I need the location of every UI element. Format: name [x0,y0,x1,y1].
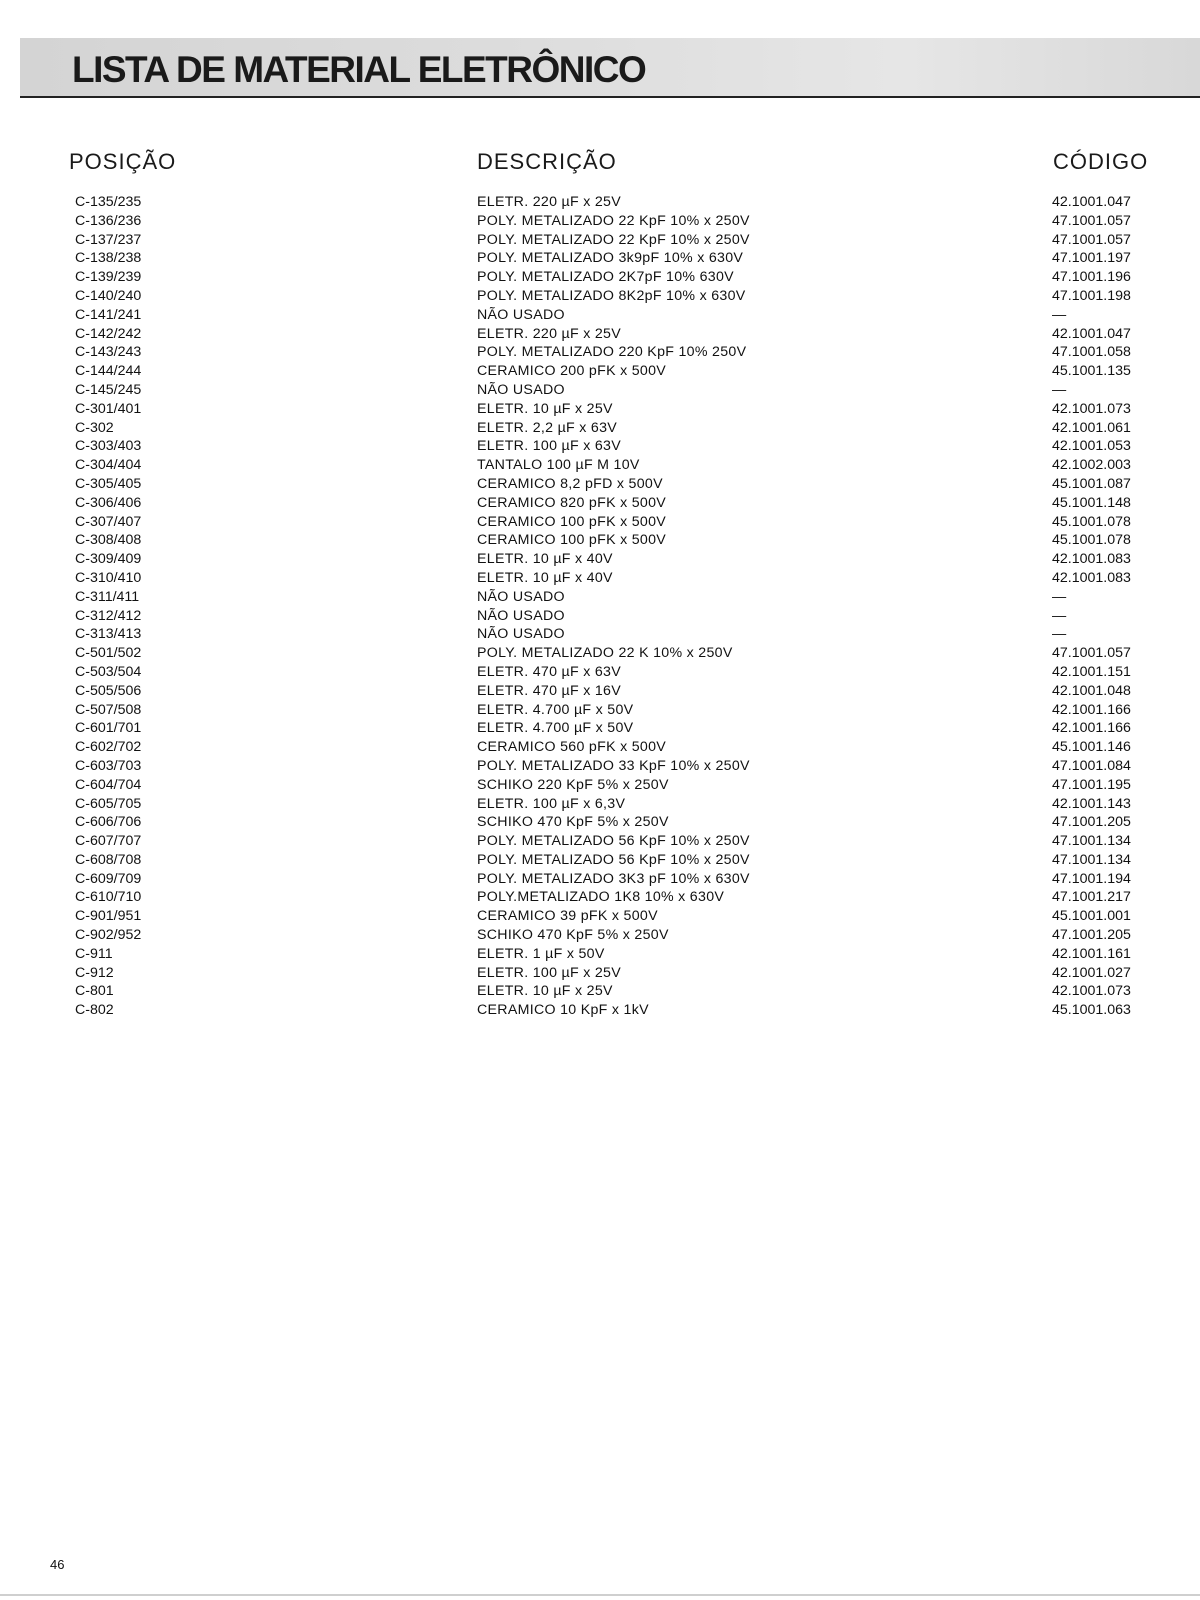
code-cell: 42.1001.073 [1052,983,1131,1000]
table-row [0,569,1200,588]
position-cell: C-143/243 [75,344,142,361]
table-row [0,381,1200,400]
position-cell: C-142/242 [75,325,142,342]
description-cell: POLY. METALIZADO 2K7pF 10% 630V [477,269,734,286]
description-cell: ELETR. 4.700 µF x 50V [477,720,634,737]
code-cell: 45.1001.148 [1052,494,1131,511]
code-cell: 42.1001.083 [1052,551,1131,568]
description-cell: NÃO USADO [477,588,565,605]
position-cell: C-313/413 [75,626,142,643]
code-cell: 42.1001.083 [1052,569,1131,586]
position-cell: C-303/403 [75,438,142,455]
table-row [0,419,1200,438]
position-cell: C-309/409 [75,551,142,568]
position-cell: C-302 [75,419,114,436]
description-cell: NÃO USADO [477,626,565,643]
description-cell: POLY. METALIZADO 22 K 10% x 250V [477,645,733,662]
position-cell: C-801 [75,983,114,1000]
table-row [0,325,1200,344]
code-cell: 42.1001.143 [1052,795,1131,812]
table-row [0,888,1200,907]
position-cell: C-606/706 [75,814,142,831]
description-cell: SCHIKO 220 KpF 5% x 250V [477,776,669,793]
description-cell: CERAMICO 100 pFK x 500V [477,532,667,549]
description-cell: POLY. METALIZADO 22 KpF 10% x 250V [477,231,750,248]
position-cell: C-605/705 [75,795,142,812]
description-cell: ELETR. 220 µF x 25V [477,194,621,210]
code-cell: 45.1001.135 [1052,363,1131,380]
code-cell: 47.1001.205 [1052,814,1131,831]
code-cell: — [1052,626,1067,643]
table-row [0,588,1200,607]
position-cell: C-137/237 [75,231,142,248]
code-cell: 42.1002.003 [1052,457,1131,474]
description-cell: CERAMICO 39 pFK x 500V [477,908,658,925]
table-row [0,945,1200,964]
position-cell: C-304/404 [75,457,142,474]
description-cell: SCHIKO 470 KpF 5% x 250V [477,814,669,831]
position-cell: C-145/245 [75,381,142,398]
table-row [0,550,1200,569]
description-cell: ELETR. 220 µF x 25V [477,325,621,342]
position-cell: C-141/241 [75,306,142,323]
description-cell: CERAMICO 8,2 pFD x 500V [477,475,663,492]
table-row [0,212,1200,231]
code-cell: 47.1001.057 [1052,231,1131,248]
code-cell: — [1052,381,1067,398]
description-cell: ELETR. 470 µF x 63V [477,663,621,680]
code-cell: 47.1001.134 [1052,851,1131,868]
position-cell: C-312/412 [75,607,142,624]
position-cell: C-602/702 [75,739,142,756]
position-cell: C-144/244 [75,363,142,380]
column-header-code: CÓDIGO [1053,149,1149,174]
position-cell: C-505/506 [75,682,142,699]
description-cell: POLY. METALIZADO 56 KpF 10% x 250V [477,851,750,868]
description-cell: CERAMICO 820 pFK x 500V [477,494,667,511]
description-cell: CERAMICO 560 pFK x 500V [477,739,667,756]
table-row [0,343,1200,362]
table-row [0,287,1200,306]
table-row [0,926,1200,945]
description-cell: ELETR. 10 µF x 40V [477,569,613,586]
description-cell: ELETR. 4.700 µF x 50V [477,701,634,718]
code-cell: — [1052,607,1067,624]
table-row [0,851,1200,870]
code-cell: 45.1001.063 [1052,1002,1131,1019]
position-cell: C-140/240 [75,287,142,304]
position-cell: C-603/703 [75,757,142,774]
table-row [0,437,1200,456]
table-row [0,813,1200,832]
position-cell: C-610/710 [75,889,142,906]
position-cell: C-136/236 [75,212,142,229]
table-row [0,757,1200,776]
table-row [0,362,1200,381]
code-cell: — [1052,306,1067,323]
table-row [0,456,1200,475]
code-cell: 42.1001.048 [1052,682,1131,699]
position-cell: C-912 [75,964,114,981]
parts-list [0,193,1200,1020]
code-cell: 47.1001.194 [1052,870,1131,887]
description-cell: ELETR. 10 µF x 25V [477,983,613,1000]
position-cell: C-301/401 [75,400,142,417]
code-cell: 47.1001.134 [1052,833,1131,850]
position-cell: C-310/410 [75,569,142,586]
table-row [0,1001,1200,1020]
code-cell: 42.1001.053 [1052,438,1131,455]
code-cell: 45.1001.087 [1052,475,1131,492]
position-cell: C-601/701 [75,720,142,737]
table-row [0,625,1200,644]
description-cell: POLY. METALIZADO 33 KpF 10% x 250V [477,757,750,774]
description-cell: POLY. METALIZADO 56 KpF 10% x 250V [477,833,750,850]
description-cell: POLY. METALIZADO 220 KpF 10% 250V [477,344,747,361]
table-row [0,738,1200,757]
description-cell: ELETR. 470 µF x 16V [477,682,621,699]
code-cell: 42.1001.047 [1052,194,1131,210]
table-row [0,907,1200,926]
code-cell: 47.1001.205 [1052,927,1131,944]
position-cell: C-307/407 [75,513,142,530]
description-cell: ELETR. 100 µF x 6,3V [477,795,626,812]
position-cell: C-901/951 [75,908,142,925]
description-cell: TANTALO 100 µF M 10V [477,457,640,474]
column-header-description: DESCRIÇÃO [477,149,617,174]
table-row [0,832,1200,851]
code-cell: 47.1001.217 [1052,889,1131,906]
table-row [0,400,1200,419]
position-cell: C-902/952 [75,927,142,944]
description-cell: ELETR. 100 µF x 63V [477,438,621,455]
code-cell: 47.1001.084 [1052,757,1131,774]
page-number: 46 [50,1557,65,1572]
table-row [0,475,1200,494]
table-row [0,663,1200,682]
position-cell: C-604/704 [75,776,142,793]
code-cell: 42.1001.061 [1052,419,1131,436]
code-cell: 42.1001.166 [1052,720,1131,737]
description-cell: SCHIKO 470 KpF 5% x 250V [477,927,669,944]
code-cell: 45.1001.001 [1052,908,1131,925]
position-cell: C-503/504 [75,663,142,680]
position-cell: C-306/406 [75,494,142,511]
description-cell: NÃO USADO [477,381,565,398]
code-cell: 47.1001.058 [1052,344,1131,361]
position-cell: C-802 [75,1002,114,1019]
table-row [0,964,1200,983]
code-cell: 42.1001.166 [1052,701,1131,718]
table-row [0,607,1200,626]
title-underline [20,96,1200,98]
description-cell: ELETR. 100 µF x 25V [477,964,621,981]
table-row [0,494,1200,513]
description-cell: CERAMICO 100 pFK x 500V [477,513,667,530]
description-cell: POLY. METALIZADO 3k9pF 10% x 630V [477,250,744,267]
position-cell: C-507/508 [75,701,142,718]
table-row [0,231,1200,250]
table-row [0,249,1200,268]
position-cell: C-911 [75,945,113,962]
code-cell: 45.1001.146 [1052,739,1131,756]
position-cell: C-311/411 [75,588,140,605]
code-cell: 47.1001.197 [1052,250,1131,267]
table-row [0,870,1200,889]
position-cell: C-135/235 [75,194,142,210]
position-cell: C-609/709 [75,870,142,887]
description-cell: ELETR. 10 µF x 25V [477,400,613,417]
position-cell: C-607/707 [75,833,142,850]
description-cell: CERAMICO 200 pFK x 500V [477,363,667,380]
table-row [0,982,1200,1001]
code-cell: 42.1001.151 [1052,663,1131,680]
table-row [0,531,1200,550]
code-cell: 47.1001.057 [1052,645,1131,662]
page-bottom-edge [0,1594,1200,1596]
position-cell: C-608/708 [75,851,142,868]
code-cell: 47.1001.195 [1052,776,1131,793]
table-row [0,795,1200,814]
description-cell: NÃO USADO [477,607,565,624]
table-row [0,719,1200,738]
table-row [0,644,1200,663]
code-cell: 42.1001.161 [1052,945,1131,962]
table-row [0,193,1200,212]
table-row [0,682,1200,701]
code-cell: 42.1001.027 [1052,964,1131,981]
column-header-position: POSIÇÃO [69,149,177,174]
code-cell: 45.1001.078 [1052,513,1131,530]
table-row [0,306,1200,325]
position-cell: C-138/238 [75,250,142,267]
description-cell: POLY. METALIZADO 8K2pF 10% x 630V [477,287,746,304]
table-row [0,513,1200,532]
table-row [0,776,1200,795]
code-cell: 42.1001.047 [1052,325,1131,342]
position-cell: C-308/408 [75,532,142,549]
table-row [0,701,1200,720]
page-title: LISTA DE MATERIAL ELETRÔNICO [72,49,646,90]
position-cell: C-139/239 [75,269,142,286]
code-cell: 45.1001.078 [1052,532,1131,549]
description-cell: POLY. METALIZADO 22 KpF 10% x 250V [477,212,750,229]
table-row [0,268,1200,287]
position-cell: C-305/405 [75,475,142,492]
description-cell: CERAMICO 10 KpF x 1kV [477,1002,649,1019]
code-cell: 42.1001.073 [1052,400,1131,417]
description-cell: NÃO USADO [477,306,565,323]
position-cell: C-501/502 [75,645,142,662]
description-cell: ELETR. 1 µF x 50V [477,945,605,962]
description-cell: POLY. METALIZADO 3K3 pF 10% x 630V [477,870,750,887]
code-cell: 47.1001.198 [1052,287,1131,304]
description-cell: ELETR. 2,2 µF x 63V [477,419,618,436]
code-cell: 47.1001.196 [1052,269,1131,286]
code-cell: 47.1001.057 [1052,212,1131,229]
description-cell: POLY.METALIZADO 1K8 10% x 630V [477,889,725,906]
code-cell: — [1052,588,1067,605]
description-cell: ELETR. 10 µF x 40V [477,551,613,568]
